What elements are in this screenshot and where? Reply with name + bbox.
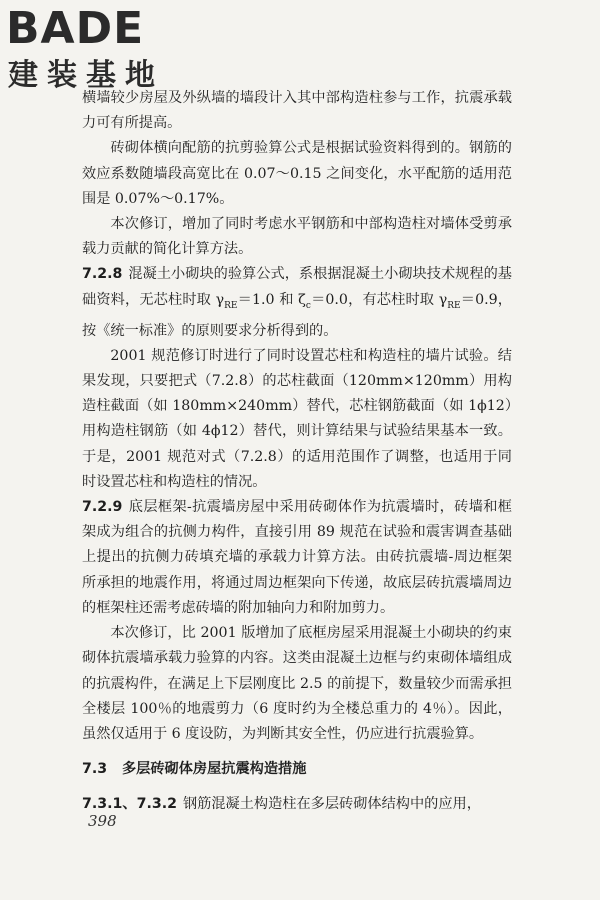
clause-number: 7.3.1、7.3.2 bbox=[82, 796, 177, 813]
clause-text-d: ＝0.9，按《统一标准》的原则要求分析得到的。 bbox=[82, 291, 512, 339]
section-heading bbox=[82, 757, 512, 782]
paragraph-7: 本次修订，比 2001 版增加了底框房屋采用混凝土小砌块的约束砌体抗震墙承载力验算的内容。这类由混凝土边框与约束砌体墙组成的抗震构件，在满足上下层刚度比 2.5 的前提下，数量较少而需承担全楼层 100％的地震剪力（6 度时约为全楼总重力的 4％）。因此，虽然仅适用于 6 度设防，为判断其安全性，仍应进行抗震验算。 bbox=[82, 625, 512, 742]
subscript-re: RE bbox=[224, 300, 238, 311]
paragraph-5: 2001 规范修订时进行了同时设置芯柱和构造柱的墙片试验。结果发现，只要把式（7.2.8）的芯柱截面（120mm×120mm）用构造柱截面（如 180mm×240mm）替代，芯柱钢筋截面（如 1ϕ12）用构造柱钢筋（如 4ϕ12）替代，则计算结果与试验结果基本一致。于是，2001 规范对式（7.2.8）的适用范围作了调整，也适用于同时设置芯柱和构造柱的情况。 bbox=[82, 347, 512, 490]
clause-text: 钢筋混凝土构造柱在多层砖砌体结构中的应用， bbox=[182, 796, 481, 813]
paragraph-3: 本次修订，增加了同时考虑水平钢筋和中部构造柱对墙体受剪承载力贡献的简化计算方法。 bbox=[82, 216, 512, 258]
clause-text: 底层框架-抗震墙房屋中采用砖砌体作为抗震墙时，砖墙和框架成为组合的抗侧力构件，直接引用 89 规范在试验和震害调查基础上提出的抗侧力砖填充墙的承载力计算方法。由砖抗震墙-周边框架所承担的地震作用，将通过周边框架向下传递，故底层砖抗震墙周边的框架柱还需考虑砖墙的附加轴向力和附加剪力。 bbox=[82, 499, 512, 616]
clause-7-3-1 bbox=[82, 792, 512, 817]
section-title: 多层砖砌体房屋抗震构造措施 bbox=[121, 761, 307, 778]
clause-7-2-9 bbox=[82, 495, 512, 621]
page-body bbox=[82, 86, 512, 818]
subscript-re-2: RE bbox=[447, 300, 461, 311]
clause-7-2-8 bbox=[82, 262, 512, 343]
page-number: 398 bbox=[88, 812, 117, 830]
bade-logo bbox=[6, 4, 176, 96]
logo-subtitle: 建装基地 bbox=[8, 58, 164, 93]
logo-wordmark: BADE bbox=[6, 3, 145, 54]
clause-text-b: ＝1.0 和 ζ bbox=[237, 291, 306, 308]
subscript-c: c bbox=[305, 300, 311, 311]
clause-number: 7.2.8 bbox=[82, 266, 123, 283]
clause-text-a: 混凝土小砌块的验算公式，系根据混凝土小砌块技术规程的基础资料，无芯柱时取 γ bbox=[82, 266, 512, 308]
clause-number: 7.2.9 bbox=[82, 499, 123, 516]
paragraph-2: 砖砌体横向配筋的抗剪验算公式是根据试验资料得到的。钢筋的效应系数随墙段高宽比在 0.07～0.15 之间变化，水平配筋的适用范围是 0.07%～0.17%。 bbox=[82, 140, 512, 207]
section-number: 7.3 bbox=[82, 761, 108, 778]
clause-text-c: ＝0.0，有芯柱时取 γ bbox=[310, 291, 448, 308]
paragraph-1: 横墙较少房屋及外纵墙的墙段计入其中部构造柱参与工作，抗震承载力可有所提高。 bbox=[82, 90, 512, 132]
